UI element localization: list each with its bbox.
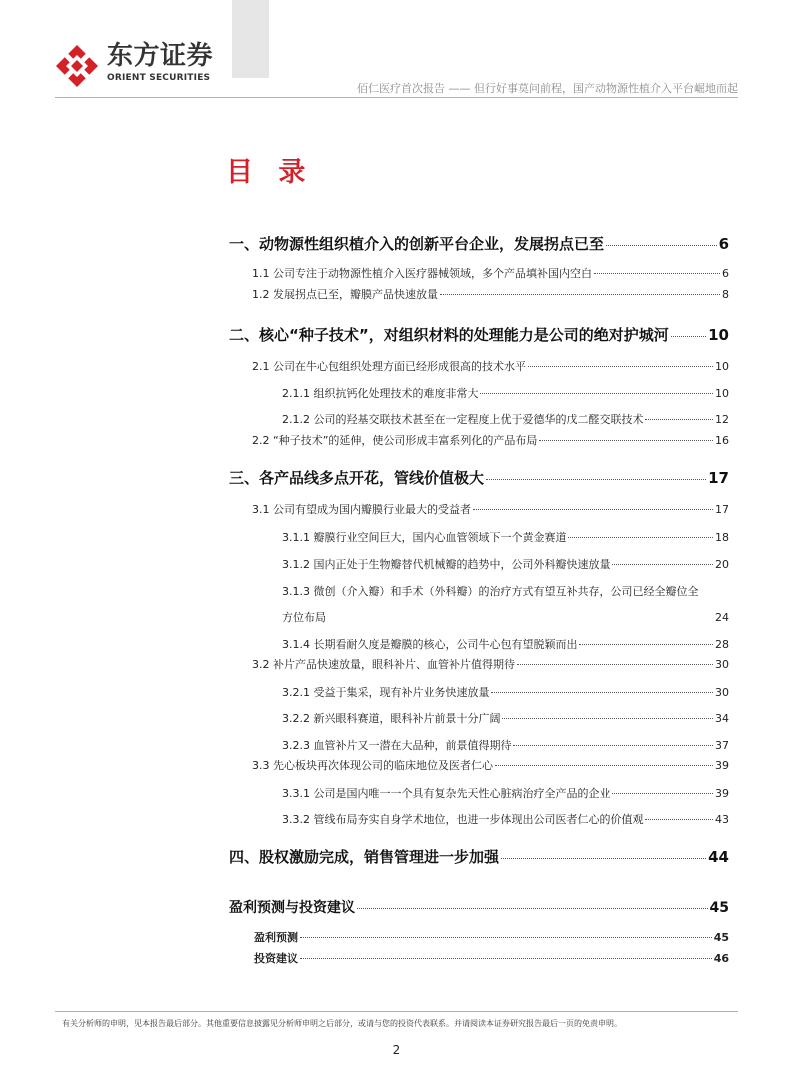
disclaimer-text: 有关分析师的申明，见本报告最后部分。其他重要信息披露见分析师申明之后部分，或请与您的投资代表联系。并请阅读本证券研究报告最后一页的免责申明。: [62, 1019, 622, 1028]
toc-leader-dots: [502, 718, 713, 719]
toc-leader-dots: [473, 509, 713, 510]
toc-leader-dots: [300, 958, 712, 959]
toc-entry-page: 45: [709, 900, 729, 916]
toc-entry-page: 45: [713, 931, 729, 944]
toc-leader-dots: [579, 644, 713, 645]
toc-entry-page: 12: [715, 413, 729, 426]
toc-leader-dots: [594, 273, 720, 274]
toc-entry-forecast-advice[interactable]: [229, 897, 729, 917]
toc-entry-page: 39: [715, 787, 729, 800]
toc-entry-section-4[interactable]: [229, 846, 729, 867]
toc-heading: 目 录: [226, 157, 314, 188]
toc-entry-page: 18: [715, 531, 729, 544]
toc-leader-dots: [513, 745, 713, 746]
toc-entry-title: 一、动物源性组织植介入的创新平台企业，发展拐点已至: [229, 235, 605, 253]
header-divider: [55, 97, 738, 98]
toc-leader-dots: [491, 692, 713, 693]
toc-entry-title: 2.1.2 公司的羟基交联技术甚至在一定程度上优于爱德华的戊二醛交联技术: [282, 413, 644, 426]
toc-leader-dots: [645, 819, 713, 820]
toc-entry-page: 28: [715, 638, 729, 651]
toc-entry-3-1[interactable]: [252, 501, 729, 517]
toc-entry-2-2[interactable]: [252, 432, 729, 448]
toc-entry-3-2[interactable]: [252, 656, 729, 672]
toc-leader-dots: [606, 245, 717, 246]
toc-entry-section-3[interactable]: [229, 467, 729, 488]
toc-leader-dots: [671, 336, 706, 337]
toc-entry-3-2-1[interactable]: [282, 684, 729, 700]
toc-leader-dots: [612, 793, 713, 794]
toc-entry-title: 3.1.4 长期看耐久度是瓣膜的核心，公司牛心包有望脱颖而出: [282, 638, 578, 651]
toc-entry-2-1-1[interactable]: [282, 385, 729, 401]
header-accent-bar: [232, 0, 269, 78]
toc-entry-title: 2.2 “种子技术”的延伸，使公司形成丰富系列化的产品布局: [252, 434, 538, 447]
toc-leader-space: [328, 617, 713, 618]
toc-entry-title: 二、核心“种子技术”，对组织材料的处理能力是公司的绝对护城河: [229, 326, 669, 344]
toc-leader-dots: [501, 858, 706, 859]
toc-leader-dots: [568, 537, 713, 538]
toc-entry-title: 四、股权激励完成，销售管理进一步加强: [229, 848, 500, 866]
toc-entry-title: 3.1.2 国内正处于生物瓣替代机械瓣的趋势中，公司外科瓣快速放量: [282, 558, 611, 571]
toc-entry-title: 盈利预测与投资建议: [229, 900, 355, 916]
toc-leader-dots: [480, 393, 713, 394]
toc-entry-title: 3.3 先心板块再次体现公司的临床地位及医者仁心: [252, 759, 493, 772]
toc-entry-1-2[interactable]: [252, 286, 729, 302]
toc-entry-page: 6: [718, 235, 729, 253]
toc-entry-title: 3.3.1 公司是国内唯一一个具有复杂先天性心脏病治疗全产品的企业: [282, 787, 611, 800]
page-number: 2: [392, 1043, 401, 1057]
toc-entry-page: 10: [708, 326, 729, 344]
toc-entry-title: 盈利预测: [254, 931, 298, 944]
toc-entry-page: 16: [715, 434, 729, 447]
toc-leader-dots: [645, 419, 713, 420]
toc-entry-page: 24: [715, 611, 729, 624]
toc-entry-title: 3.2.2 新兴眼科赛道，眼科补片前景十分广阔: [282, 712, 501, 725]
toc-leader-dots: [357, 908, 708, 909]
toc-entry-page: 30: [715, 686, 729, 699]
toc-entry-2-1-2[interactable]: [282, 411, 729, 427]
toc-entry-page: 30: [715, 658, 729, 671]
toc-entry-title-cont: 方位布局: [282, 611, 326, 624]
toc-entry-section-1[interactable]: [229, 233, 729, 254]
toc-entry-1-1[interactable]: [252, 265, 729, 281]
toc-entry-page: 37: [715, 739, 729, 752]
toc-leader-dots: [612, 564, 713, 565]
toc-entry-title: 1.2 发展拐点已至，瓣膜产品快速放量: [252, 288, 438, 301]
toc-entry-page: 44: [708, 848, 729, 866]
brand-name-cn: 东方证券: [107, 41, 214, 71]
toc-entry-page: 10: [715, 387, 729, 400]
toc-leader-dots: [486, 479, 706, 480]
toc-entry-3-2-2[interactable]: [282, 710, 729, 726]
toc-entry-3-1-2[interactable]: [282, 556, 729, 572]
toc-entry-page: 10: [715, 360, 729, 373]
toc-leader-dots: [517, 664, 713, 665]
toc-entry-page: 8: [722, 288, 729, 301]
toc-entry-2-1[interactable]: [252, 358, 729, 374]
footer-divider: [55, 1011, 738, 1012]
report-title: 佰仁医疗首次报告 —— 但行好事莫问前程，国产动物源性植介入平台崛地而起: [357, 82, 738, 95]
toc-leader-dots: [300, 937, 712, 938]
orient-securities-logo-icon: [55, 44, 99, 88]
toc-entry-3-3-2[interactable]: [282, 811, 729, 827]
toc-entry-3-1-4[interactable]: [282, 636, 729, 652]
toc-entry-page: 17: [715, 503, 729, 516]
toc-entry-page: 6: [722, 267, 729, 280]
toc-entry-page: 20: [715, 558, 729, 571]
toc-entry-page: 17: [708, 469, 729, 487]
toc-entry-3-1-1[interactable]: [282, 529, 729, 545]
toc-entry-title: 3.2.1 受益于集采，现有补片业务快速放量: [282, 686, 490, 699]
toc-entry-page: 43: [715, 813, 729, 826]
toc-entry-section-2[interactable]: [229, 324, 729, 345]
toc-entry-3-3-1[interactable]: [282, 785, 729, 801]
toc-entry-title: 投资建议: [254, 952, 298, 965]
toc-entry-title: 三、各产品线多点开花，管线价值极大: [229, 469, 485, 487]
toc-entry-title: 1.1 公司专注于动物源性植介入医疗器械领域，多个产品填补国内空白: [252, 267, 592, 280]
toc-entry-page: 39: [715, 759, 729, 772]
toc-entry-page: 34: [715, 712, 729, 725]
toc-entry-profit-forecast[interactable]: [254, 929, 729, 945]
toc-entry-title: 3.3.2 管线布局夯实自身学术地位，也进一步体现出公司医者仁心的价值观: [282, 813, 644, 826]
toc-leader-dots: [528, 366, 713, 367]
toc-entry-3-3[interactable]: [252, 757, 729, 773]
toc-entry-page: 46: [713, 952, 729, 965]
toc-entry-title: 2.1.1 组织抗钙化处理技术的难度非常大: [282, 387, 479, 400]
toc-entry-3-1-3[interactable]: [282, 609, 729, 625]
toc-entry-3-1-3-line1[interactable]: 3.1.3 微创（介入瓣）和手术（外科瓣）的治疗方式有望互补共存，公司已经全瓣位全: [282, 585, 699, 598]
brand-name-en: ORIENT SECURITIES: [107, 73, 211, 83]
toc-entry-title: 3.2 补片产品快速放量，眼科补片、血管补片值得期待: [252, 658, 515, 671]
toc-entry-title: 3.2.3 血管补片又一潜在大品种，前景值得期待: [282, 739, 512, 752]
toc-leader-dots: [495, 765, 713, 766]
toc-entry-3-2-3[interactable]: [282, 737, 729, 753]
toc-entry-title: 2.1 公司在牛心包组织处理方面已经形成很高的技术水平: [252, 360, 526, 373]
toc-entry-investment-advice[interactable]: [254, 950, 729, 966]
toc-entry-title: 3.1 公司有望成为国内瓣膜行业最大的受益者: [252, 503, 471, 516]
toc-leader-dots: [440, 294, 720, 295]
toc-leader-dots: [539, 440, 713, 441]
toc-entry-title: 3.1.1 瓣膜行业空间巨大，国内心血管领域下一个黄金赛道: [282, 531, 567, 544]
